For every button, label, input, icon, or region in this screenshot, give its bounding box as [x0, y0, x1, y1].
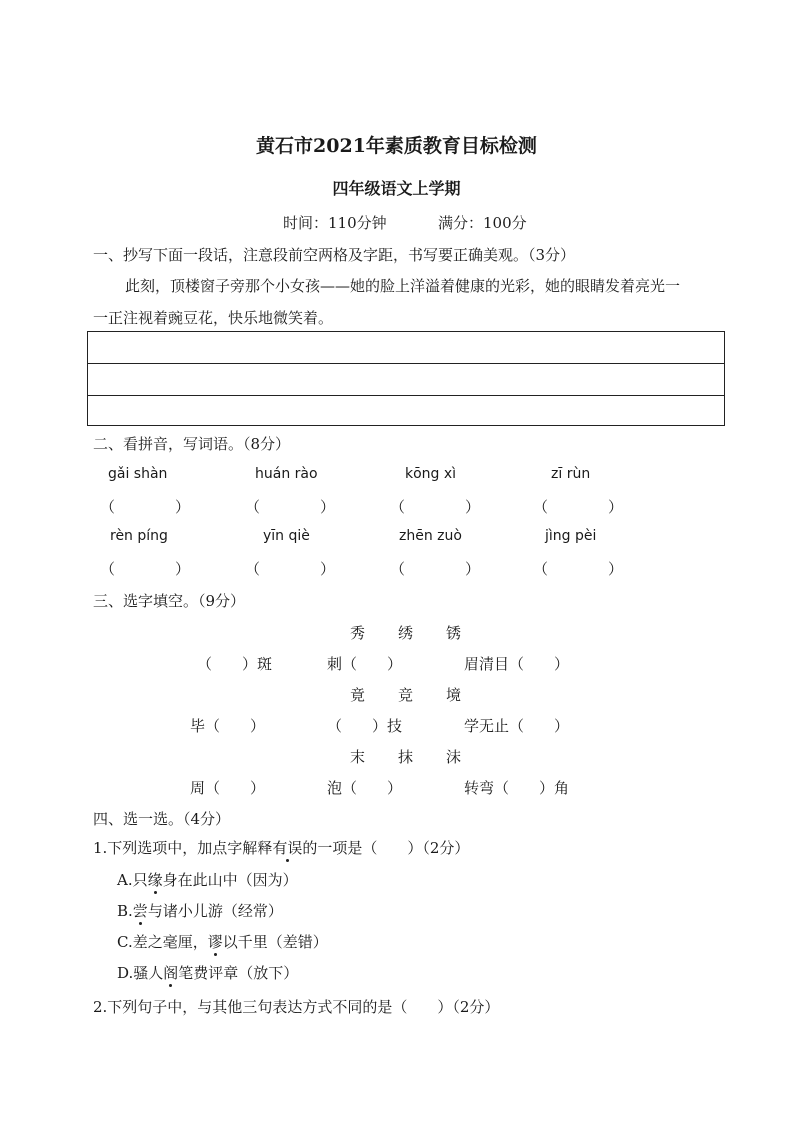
pinyin-kong-xi: kōng xì: [405, 466, 457, 482]
dotted-char: 阁: [163, 964, 179, 982]
fill-item[interactable]: 毕（ ）: [190, 717, 266, 735]
answer-blank[interactable]: （ ）: [100, 498, 191, 516]
option-text: B.: [117, 902, 133, 920]
answer-blank[interactable]: （ ）: [390, 560, 481, 578]
fill-item[interactable]: 刺（ ）: [327, 655, 403, 673]
pinyin-zi-run: zī rùn: [551, 466, 591, 482]
dotted-char: 尝: [132, 902, 148, 920]
q3-heading: 三、选字填空。（9分）: [93, 592, 246, 610]
answer-blank[interactable]: （ ）: [245, 560, 336, 578]
option-text: A.只: [117, 871, 148, 889]
dotted-emphasis: 有误: [272, 839, 303, 857]
fill-item[interactable]: 转弯（ ）角: [464, 779, 570, 797]
q4-question-1: [93, 837, 469, 858]
pinyin-yin-qie: yīn qiè: [263, 528, 310, 544]
fill-item[interactable]: （ ）技: [327, 717, 403, 735]
char-option: 绣: [398, 624, 414, 642]
char-option: 沫: [446, 748, 462, 766]
exam-score: 满分：100分: [438, 214, 527, 232]
char-option: 竞: [398, 686, 414, 704]
pinyin-ren-ping: rèn píng: [110, 528, 168, 544]
writing-line: [88, 363, 724, 364]
q4-question-2: 2.下列句子中，与其他三句表达方式不同的是（ ）（2分）: [93, 998, 500, 1016]
char-option: 抹: [398, 748, 414, 766]
answer-blank[interactable]: （ ）: [390, 498, 481, 516]
char-option: 境: [446, 686, 462, 704]
char-option: 秀: [350, 624, 366, 642]
copy-writing-box[interactable]: [87, 331, 725, 426]
dotted-char: 谬: [207, 933, 223, 951]
fill-item[interactable]: 眉清目（ ）: [464, 655, 570, 673]
exam-time: 时间：110分钟: [283, 214, 387, 232]
char-option: 末: [350, 748, 366, 766]
q1-passage-line1: 此刻，顶楼窗子旁那个小女孩——她的脸上洋溢着健康的光彩，她的眼睛发着亮光一: [125, 277, 681, 295]
option-text: 笔费评章（放下）: [178, 964, 299, 982]
pinyin-zhen-zuo: zhēn zuò: [399, 528, 462, 544]
answer-blank[interactable]: （ ）: [533, 560, 624, 578]
q4-q1-suffix: 的一项是（ ）（2分）: [302, 839, 470, 857]
option-text: 以千里（差错）: [222, 933, 328, 951]
option-text: 与诸小儿游（经常）: [147, 902, 283, 920]
char-option: 竟: [350, 686, 366, 704]
pinyin-jing-pei: jìng pèi: [545, 528, 597, 544]
answer-blank[interactable]: （ ）: [533, 498, 624, 516]
char-option: 锈: [446, 624, 462, 642]
answer-blank[interactable]: （ ）: [245, 498, 336, 516]
option-d[interactable]: [117, 962, 298, 983]
q4-q1-prefix: 1.下列选项中，加点字解释: [93, 839, 273, 857]
dotted-char: 缘: [147, 871, 163, 889]
q1-passage-line2: 一正注视着豌豆花，快乐地微笑着。: [93, 309, 334, 327]
option-text: 身在此山中（因为）: [162, 871, 298, 889]
fill-item[interactable]: （ ）斑: [197, 655, 273, 673]
option-text: D.骚人: [117, 964, 164, 982]
pinyin-gai-shan: gǎi shàn: [108, 466, 168, 482]
q2-heading: 二、看拼音，写词语。（8分）: [93, 435, 291, 453]
option-b[interactable]: [117, 900, 283, 921]
option-c[interactable]: [117, 931, 328, 952]
fill-item[interactable]: 学无止（ ）: [464, 717, 570, 735]
q4-heading: 四、选一选。（4分）: [93, 810, 231, 828]
pinyin-huan-rao: huán rào: [255, 466, 318, 482]
fill-item[interactable]: 泡（ ）: [327, 779, 403, 797]
answer-blank[interactable]: （ ）: [100, 560, 191, 578]
exam-title: 黄石市2021年素质教育目标检测: [256, 135, 537, 157]
exam-subtitle: 四年级语文上学期: [332, 179, 461, 198]
option-text: C.差之毫厘，: [117, 933, 208, 951]
fill-item[interactable]: 周（ ）: [190, 779, 266, 797]
option-a[interactable]: [117, 869, 298, 890]
writing-line: [88, 395, 724, 396]
q1-heading: 一、抄写下面一段话，注意段前空两格及字距，书写要正确美观。（3分）: [93, 246, 576, 264]
